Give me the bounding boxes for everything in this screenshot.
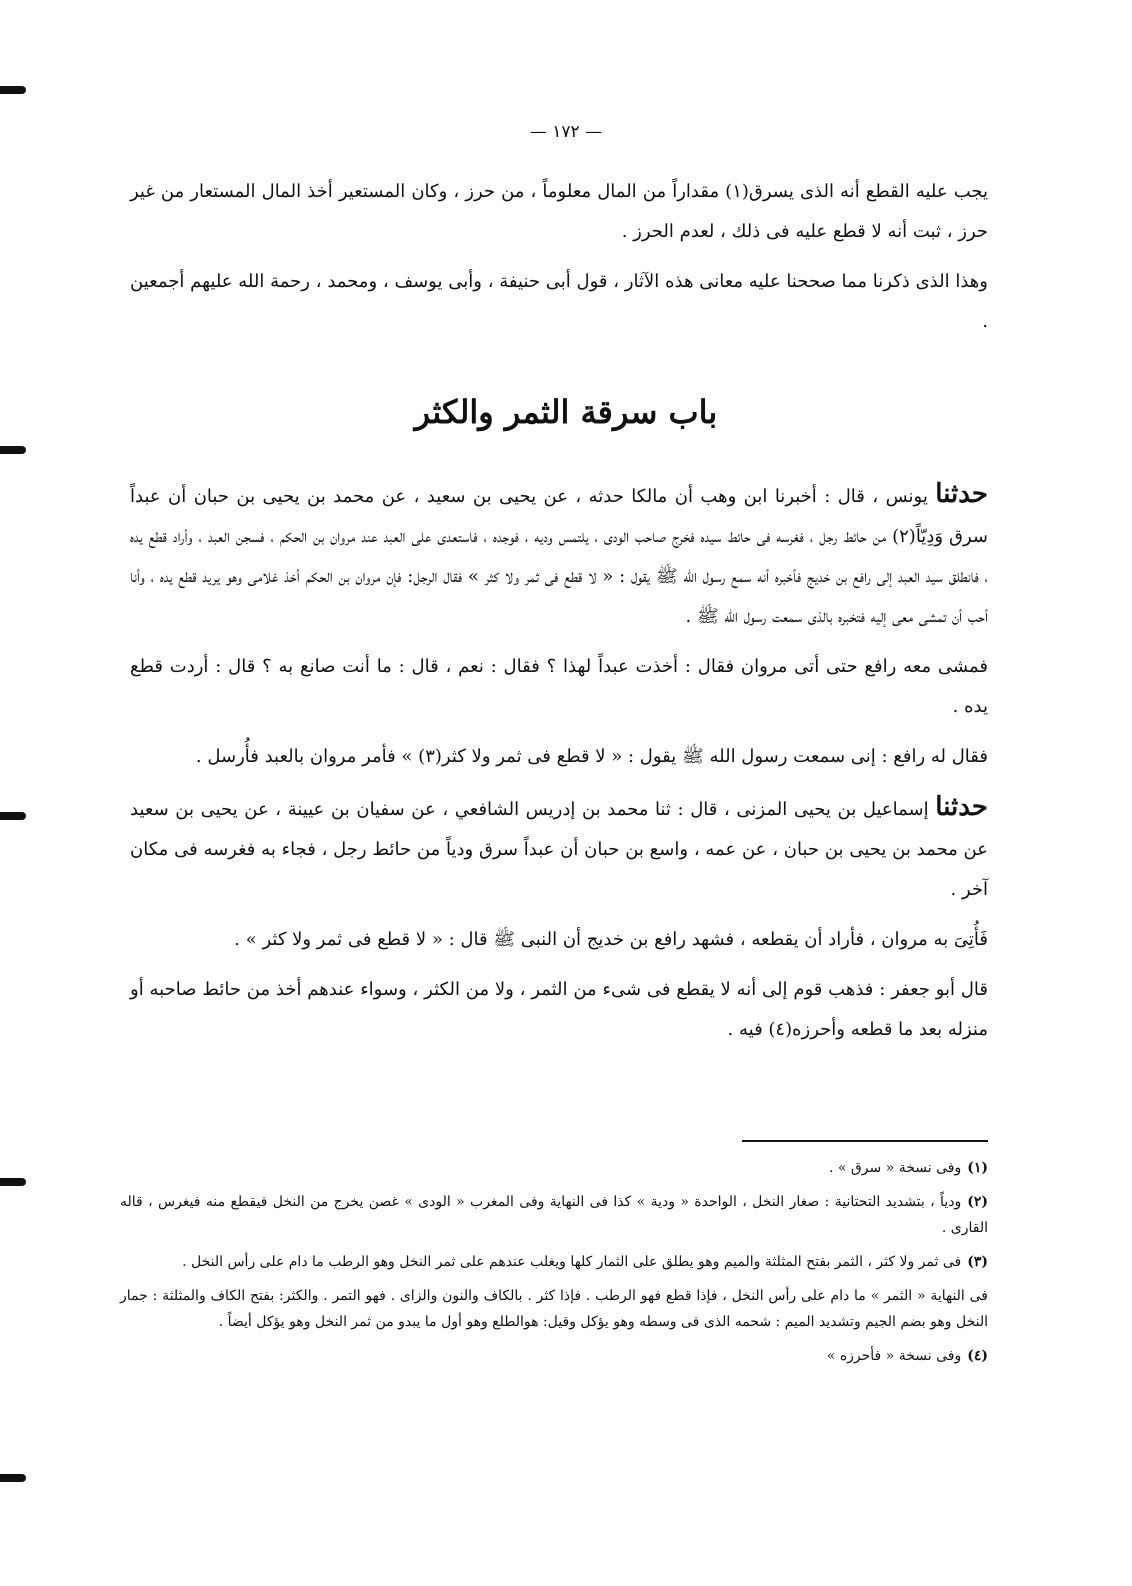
intro-paragraph-1: يجب عليه القطع أنه الذى يسرق(١) مقداراً من المال معلوماً ، من حرز ، وكان المستعير أخذ المال المستعار من غير حرز ، ثبت أنه لا قطع عليه فى ذلك ، لعدم الحرز . — [130, 181, 988, 242]
paragraph-text: قال أبو جعفر : فذهب قوم إلى أنه لا يقطع فى شىء من الثمر ، ولا من الكثر ، وسواء عندهم أخذ من حائط صاحبه أو منزله بعد ما قطعه وأحرزه(٤) فيه . — [130, 979, 988, 1040]
footnote — [120, 1189, 988, 1241]
scan-edge-mark — [0, 1474, 26, 1482]
footnote-text: فى ثمر ولا كثر ، الثمر بفتح المثلثة والميم وهو يطلق على الثمار كلها ويغلب عندهم على ثمر النخل وهو الرطب ما دام على رأس النخل . — [182, 1254, 962, 1270]
footnote-number: (١) — [967, 1160, 988, 1176]
scan-edge-mark — [0, 1178, 26, 1186]
body-paragraph — [130, 787, 988, 910]
footnote-text: فى النهاية « الثمر » ما دام على رأس النخل ، فإذا قطع فهو الرطب . فإذا كثر . بالكاف والنون والزاى . فهو التمر . والكثر: بفتح الكاف والمثلثة : جمار النخل وهو بضم الجيم وتشديد الميم : شحمه الذى فى وسطه وهو يؤكل وقيل: هوالطلع وهو أول ما يبدو من ثمر النخل وهو يؤكل أيضاً . — [120, 1288, 988, 1330]
body-paragraph — [130, 920, 988, 960]
footnote-text: وفى نسخة « سرق » . — [829, 1160, 962, 1176]
footnote — [120, 1155, 988, 1181]
paragraph-text: إسماعيل بن يحيى المزنى ، قال : ثنا محمد بن إدريس الشافعي ، عن سفيان بن عيينة ، عن يحيى بن سعيد عن محمد بن يحيى بن حبان ، عن عمه ، واسع بن حبان أن عبداً سرق ودياً من حائط رجل ، فجاء به فغرسه فى مكان آخر . — [130, 799, 988, 900]
footnote-divider — [742, 1140, 988, 1142]
paragraph-text: فمشى معه رافع حتى أتى مروان فقال : أخذت عبداً لهذا ؟ فقال : نعم ، قال : ما أنت صانع به ؟ قال : أردت قطع يده . — [130, 656, 988, 717]
footnote — [120, 1343, 988, 1369]
page-number: — ١٧٢ — — [529, 122, 603, 142]
body-paragraph — [130, 647, 988, 727]
scan-edge-mark — [0, 86, 26, 94]
intro-text — [130, 172, 988, 352]
paragraph-text: يونس ، قال : أخبرنا ابن وهب أن مالكا حدثه ، عن يحيى بن سعيد ، عن محمد بن يحيى بن حبان أن عبداً سرق وَدِيّاً(٢) من حائط رجل ، فغرسه فى حائط سيده فخرج صاحب الودى ، يلتمس وديه ، فوجده ، فاستعدى على العبد عند مروان بن الحكم ، فسجن العبد ، وأراد قطع يده ، فانطلق سيد العبد إلى رافع بن خديج فأخبره أنه سمع رسول الله ﷺ يقول : « لا قطع فى ثمر ولا كثر » فقال الرجل: فإن مروان بن الحكم أخذ غلامى وهو يريد قطع يده ، وأنا أحب أن تمشى معى إليه فتخبره بالذى سمعت رسول الله ﷺ . — [130, 486, 988, 627]
footnote-text: وفى نسخة « فأحرزه » — [826, 1348, 962, 1364]
footnote — [120, 1249, 988, 1275]
intro-paragraph-2: وهذا الذى ذكرنا مما صححنا عليه معانى هذه الآثار ، قول أبى حنيفة ، وأبى يوسف ، ومحمد ، رحمة الله عليهم أجمعين . — [130, 271, 988, 332]
hadith-lead-word: حدثنا — [935, 792, 988, 822]
footnote-number: (٣) — [967, 1254, 988, 1270]
paragraph-text: فَأُتِىَ به مروان ، فأراد أن يقطعه ، فشهد رافع بن خديج أن النبى ﷺ قال : « لا قطع فى ثمر ولا كثر » . — [234, 929, 988, 950]
scan-edge-mark — [0, 446, 26, 454]
paragraph-text: فقال له رافع : إنى سمعت رسول الله ﷺ يقول : « لا قطع فى ثمر ولا كثر(٣) » فأمر مروان بالعبد فأُرسل . — [195, 746, 988, 767]
footnotes — [120, 1155, 988, 1377]
scan-edge-mark — [0, 812, 26, 820]
chapter-title: باب سرقة الثمر والكثر — [414, 393, 718, 431]
body-paragraph — [130, 474, 988, 637]
footnote-continuation — [120, 1283, 988, 1335]
body-paragraph — [130, 737, 988, 777]
chapter-body — [130, 474, 988, 1060]
footnote-number: (٤) — [967, 1348, 988, 1364]
footnote-number: (٢) — [967, 1194, 988, 1210]
hadith-lead-word: حدثنا — [935, 479, 988, 509]
footnote-text: ودياً ، بتشديد التحتانية : صغار النخل ، الواحدة « ودية » كذا فى النهاية وفى المغرب « الودى » غصن يخرج من النخل فيقطع منه فيغرس ، قاله القارى . — [120, 1194, 988, 1236]
body-paragraph — [130, 970, 988, 1050]
